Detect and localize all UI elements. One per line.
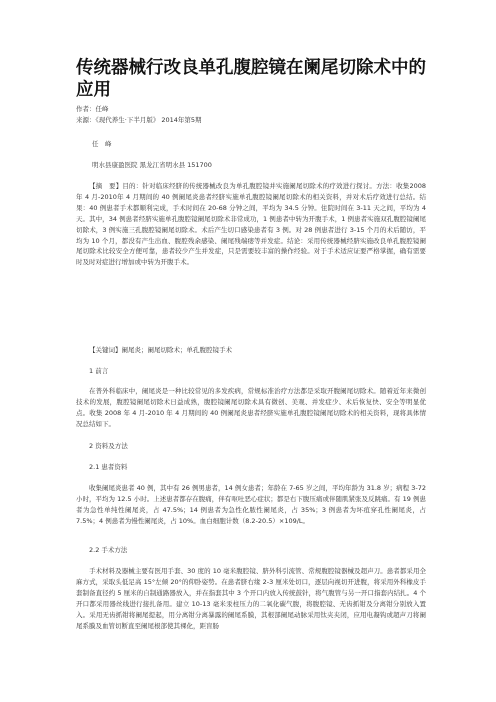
author-name: 任 峰 xyxy=(92,140,112,148)
section-1-paragraph: 在普外科临床中，阑尾炎是一种比较常见的多发疾病，常规标准治疗方法都是采取开腹阑尾切除术。随着近年来微创技术的发展，腹腔镜阑尾切除术日益成熟，腹腔镜阑尾切除术具有微创、美观、并发症少、术后恢复快、安全等明显优点。收集 2008 年 4 月-2010 年 4 月期间的 40 例阑尾炎患者经脐实施单孔腹腔镜阑尾切除术的相关资料，现将具体情况总结如下。 xyxy=(76,387,426,428)
section-2-heading: 2 资料及方法 xyxy=(89,442,128,450)
section-2-1-paragraph: 收集阑尾炎患者 40 例，其中有 26 例男患者，14 例女患者；年龄在 7-65 岁之间，平均年龄为 31.8 岁；病程 3-72 小时，平均为 12.5 小时。上述患者都存在腹痛，伴有呕吐恶心症状；都是右下腹压痛或伴随肌紧张及反跳痛。有 19 例患者为急性单纯性阑尾炎，占 47.5%；14 例患者为急性化脓性阑尾炎，占 35%；3 例患者为坏疽穿孔性阑尾炎，占 7.5%；4 例患者为慢性阑尾炎，占 10%。血白细胞计数（8.2-20.5）×109/L。 xyxy=(76,484,426,525)
author-line: 作者：任峰 xyxy=(76,105,109,113)
section-2-2-paragraph: 手术材料及器械主要有医用手套、30 度的 10 毫米腹腔镜、脐外科引流管、常规腹腔镜器械及超声刀。患者都采用全麻方式，采取头低足高 15°左倾 20°的仰卧姿势。在患者脐右缘 2-3 厘米处切口，逐层向视切开进腹，将采用外科橡皮手套制备直径约 5 厘米的自制通路器放入，并在指套其中 3 个开口内放入传统鼓针，将气腹管与另一开口指套内结扎。4 个开口都采用器丝线进行接扎备用。建立 10-13 毫米汞柱压力的二氧化碳气腹，将腹腔镜、无齿抓钳及分离钳分别放入置入。采用无齿抓钳将阑尾提起，用分离钳分离暴露的阑尾系膜，其根部阑尾动脉采用钛夹夹闭，应用电凝钩或超声刀将阑尾系膜及血管切断直至阑尾根部使其裸化，距盲肠 xyxy=(76,567,426,630)
section-2-1-heading: 2.1 患者资料 xyxy=(89,463,128,471)
affiliation: 明水县康盈医院 黑龙江省明水县 151700 xyxy=(92,161,212,169)
document-title: 传统器械行改良单孔腹腔镜在阑尾切除术中的应用 xyxy=(76,58,426,100)
abstract-paragraph: 【摘 要】目的：针对临床经脐的传统器械改良为单孔腹腔镜并实施阑尾切除术的疗效进行探讨。方法：收集2008 年 4 月-2010年 4 月期间的 40 例阑尾炎患者经脐实施单孔腹腔镜阑尾切除术的相关资料，并对术后疗效进行总结。结果：40 例患者手术都顺利完成，手术时间在 20-68 分钟之间，平均为 34.5 分钟。住院时间在 3-11 天之间，平均为 4 天。其中，34 例患者经脐实施单孔腹腔镜阑尾切除术非常成功，1 例患者中转为开腹手术，1 例患者实施双孔腹腔镜阑尾切除术，3 例实施三孔腹腔镜阑尾切除术。术后产生切口感染患者有 3 例。对 28 例患者进行 3-15 个月的术后随访，平均为 10 个月，都没有产生出血、腹腔残余感染、阑尾残端瘘等并发症。结论：采用传统器械经脐实施改良单孔腹腔镜阑尾切除术比较安全方便可靠，患者较少产生并发症，只是需要较丰富的操作经验。对于手术适应证要严格掌握，确有需要时及时对症进行增加或中转为开腹手术。 xyxy=(76,182,426,267)
section-2-2-heading: 2.2 手术方法 xyxy=(89,546,128,554)
keywords: 【关键词】阑尾炎；阑尾切除术；单孔腹腔镜手术 xyxy=(89,346,232,354)
source-line: 来源：《现代养生·下半月版》 2014年第5期 xyxy=(76,116,202,124)
section-1-heading: 1 前言 xyxy=(89,367,109,375)
